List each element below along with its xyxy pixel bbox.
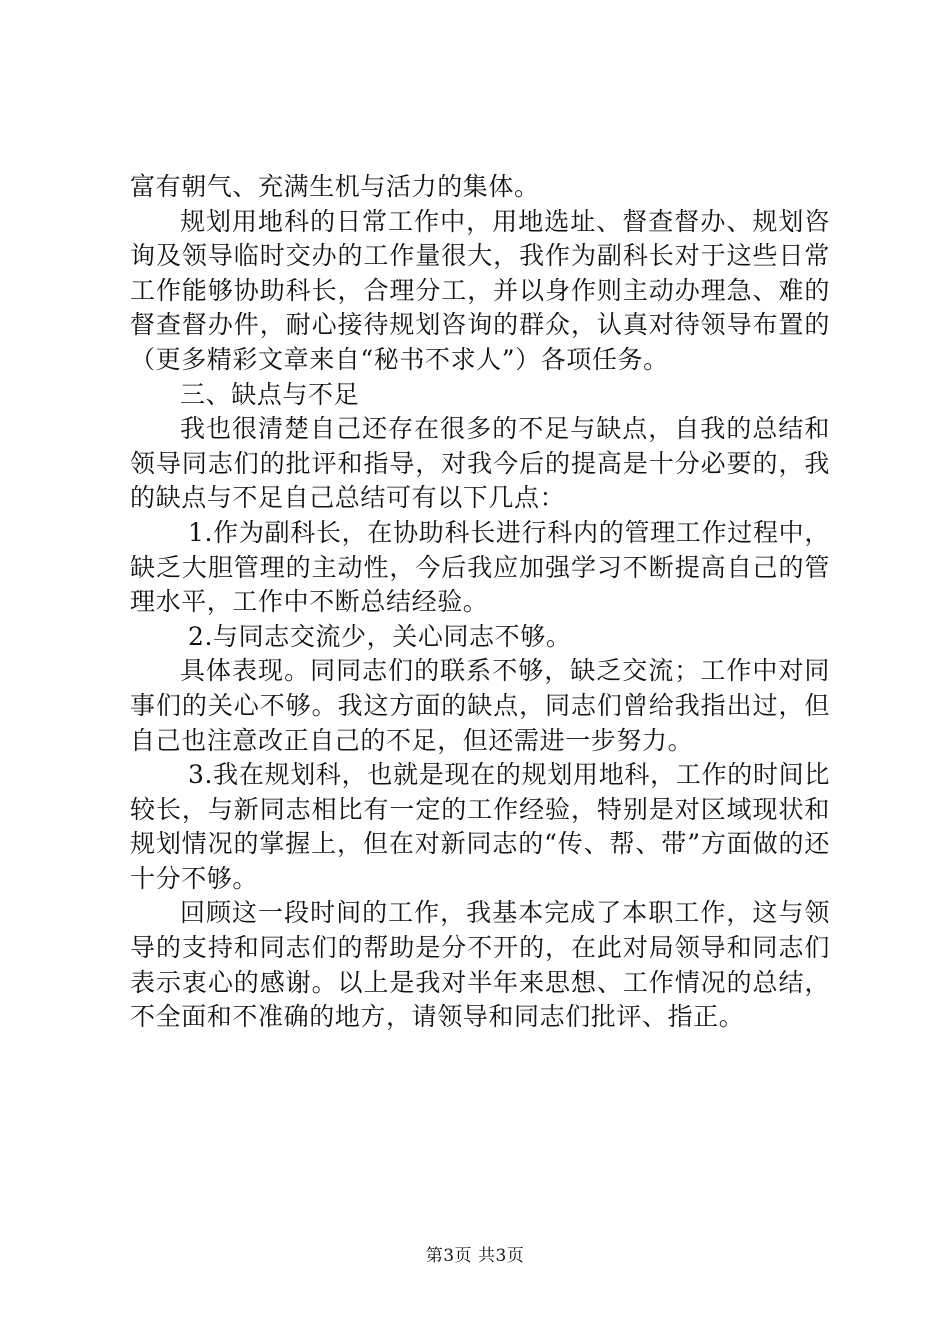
paragraph-self-awareness: 我也很清楚自己还存在很多的不足与缺点，自我的总结和领导同志们的批评和指导，对我今后的提高是十分必要的，我的缺点与不足自己总结可有以下几点：	[130, 414, 830, 513]
page-number: 第3页 共3页	[425, 1246, 525, 1266]
page-footer	[0, 1245, 950, 1267]
document-body	[130, 170, 830, 1035]
paragraph-details: 具体表现。同同志们的联系不够，缺乏交流；工作中对同事们的关心不够。我这方面的缺点，同志们曾给我指出过，但自己也注意改正自己的不足，但还需进一步努力。	[130, 656, 830, 755]
paragraph-daily-work: 规划用地科的日常工作中，用地选址、督查督办、规划咨询及领导临时交办的工作量很大，我作为副科长对于这些日常工作能够协助科长，合理分工，并以身作则主动办理急、难的督查督办件，耐心接待规划咨询的群众，认真对待领导布置的（更多精彩文章来自“秘书不求人”）各项任务。	[130, 206, 830, 374]
list-item-3: 3.我在规划科，也就是现在的规划用地科，工作的时间比较长，与新同志相比有一定的工作经验，特别是对区域现状和规划情况的掌握上，但在对新同志的“传、帮、带”方面做的还十分不够。	[130, 760, 830, 893]
paragraph-continuation: 富有朝气、充满生机与活力的集体。	[130, 172, 540, 201]
list-item-2: 2.与同志交流少，关心同志不够。	[188, 621, 572, 651]
section-heading-shortcomings: 三、缺点与不足	[180, 379, 360, 409]
list-item-1: 1.作为副科长，在协助科长进行科内的管理工作过程中，缺乏大胆管理的主动性，今后我应加强学习不断提高自己的管理水平，工作中不断总结经验。	[130, 517, 830, 617]
paragraph-conclusion: 回顾这一段时间的工作，我基本完成了本职工作，这与领导的支持和同志们的帮助是分不开的，在此对局领导和同志们表示衷心的感谢。以上是我对半年来思想、工作情况的总结，不全面和不准确的地方，请领导和同志们批评、指正。	[130, 898, 830, 1032]
